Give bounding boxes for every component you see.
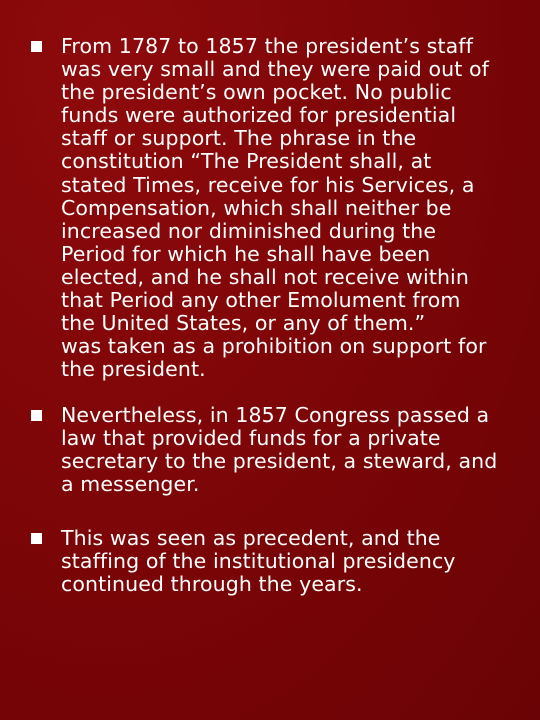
text-line: Period for which he shall have been [61,241,431,266]
square-bullet-icon [31,533,42,544]
text-line: law that provided funds for a private [61,426,441,451]
text-line: increased nor diminished during the [61,218,437,243]
text-line: From 1787 to 1857 the president’s staff [61,34,473,58]
text-line: the president’s own pocket. No public [61,80,452,105]
text-line: the United States, or any of them.” [61,311,426,336]
square-bullet-icon [31,410,42,421]
text-line: Nevertheless, in 1857 Congress passed a [61,403,490,427]
text-line: elected, and he shall not receive within [61,264,469,289]
text-line: stated Times, receive for his Services, a [61,172,475,197]
text-line: that Period any other Emolument from [61,288,461,313]
square-bullet-icon [31,41,42,52]
bullet-text [61,527,531,596]
bullet-text [61,35,531,381]
text-line: This was seen as precedent, and the [61,526,441,550]
text-line: staffing of the institutional presidency [61,549,456,574]
text-line: constitution “The President shall, at [61,149,432,174]
text-line: Compensation, which shall neither be [61,195,452,220]
bullet-text [61,404,531,496]
text-line: staff or support. The phrase in the [61,126,417,151]
text-line: secretary to the president, a steward, and [61,449,498,474]
text-line: continued through the years. [61,572,363,597]
text-line: was taken as a prohibition on support for [61,334,487,359]
text-line: the president. [61,357,206,382]
text-line: was very small and they were paid out of [61,57,489,82]
text-line: a messenger. [61,472,200,497]
text-line: funds were authorized for presidential [61,103,457,128]
